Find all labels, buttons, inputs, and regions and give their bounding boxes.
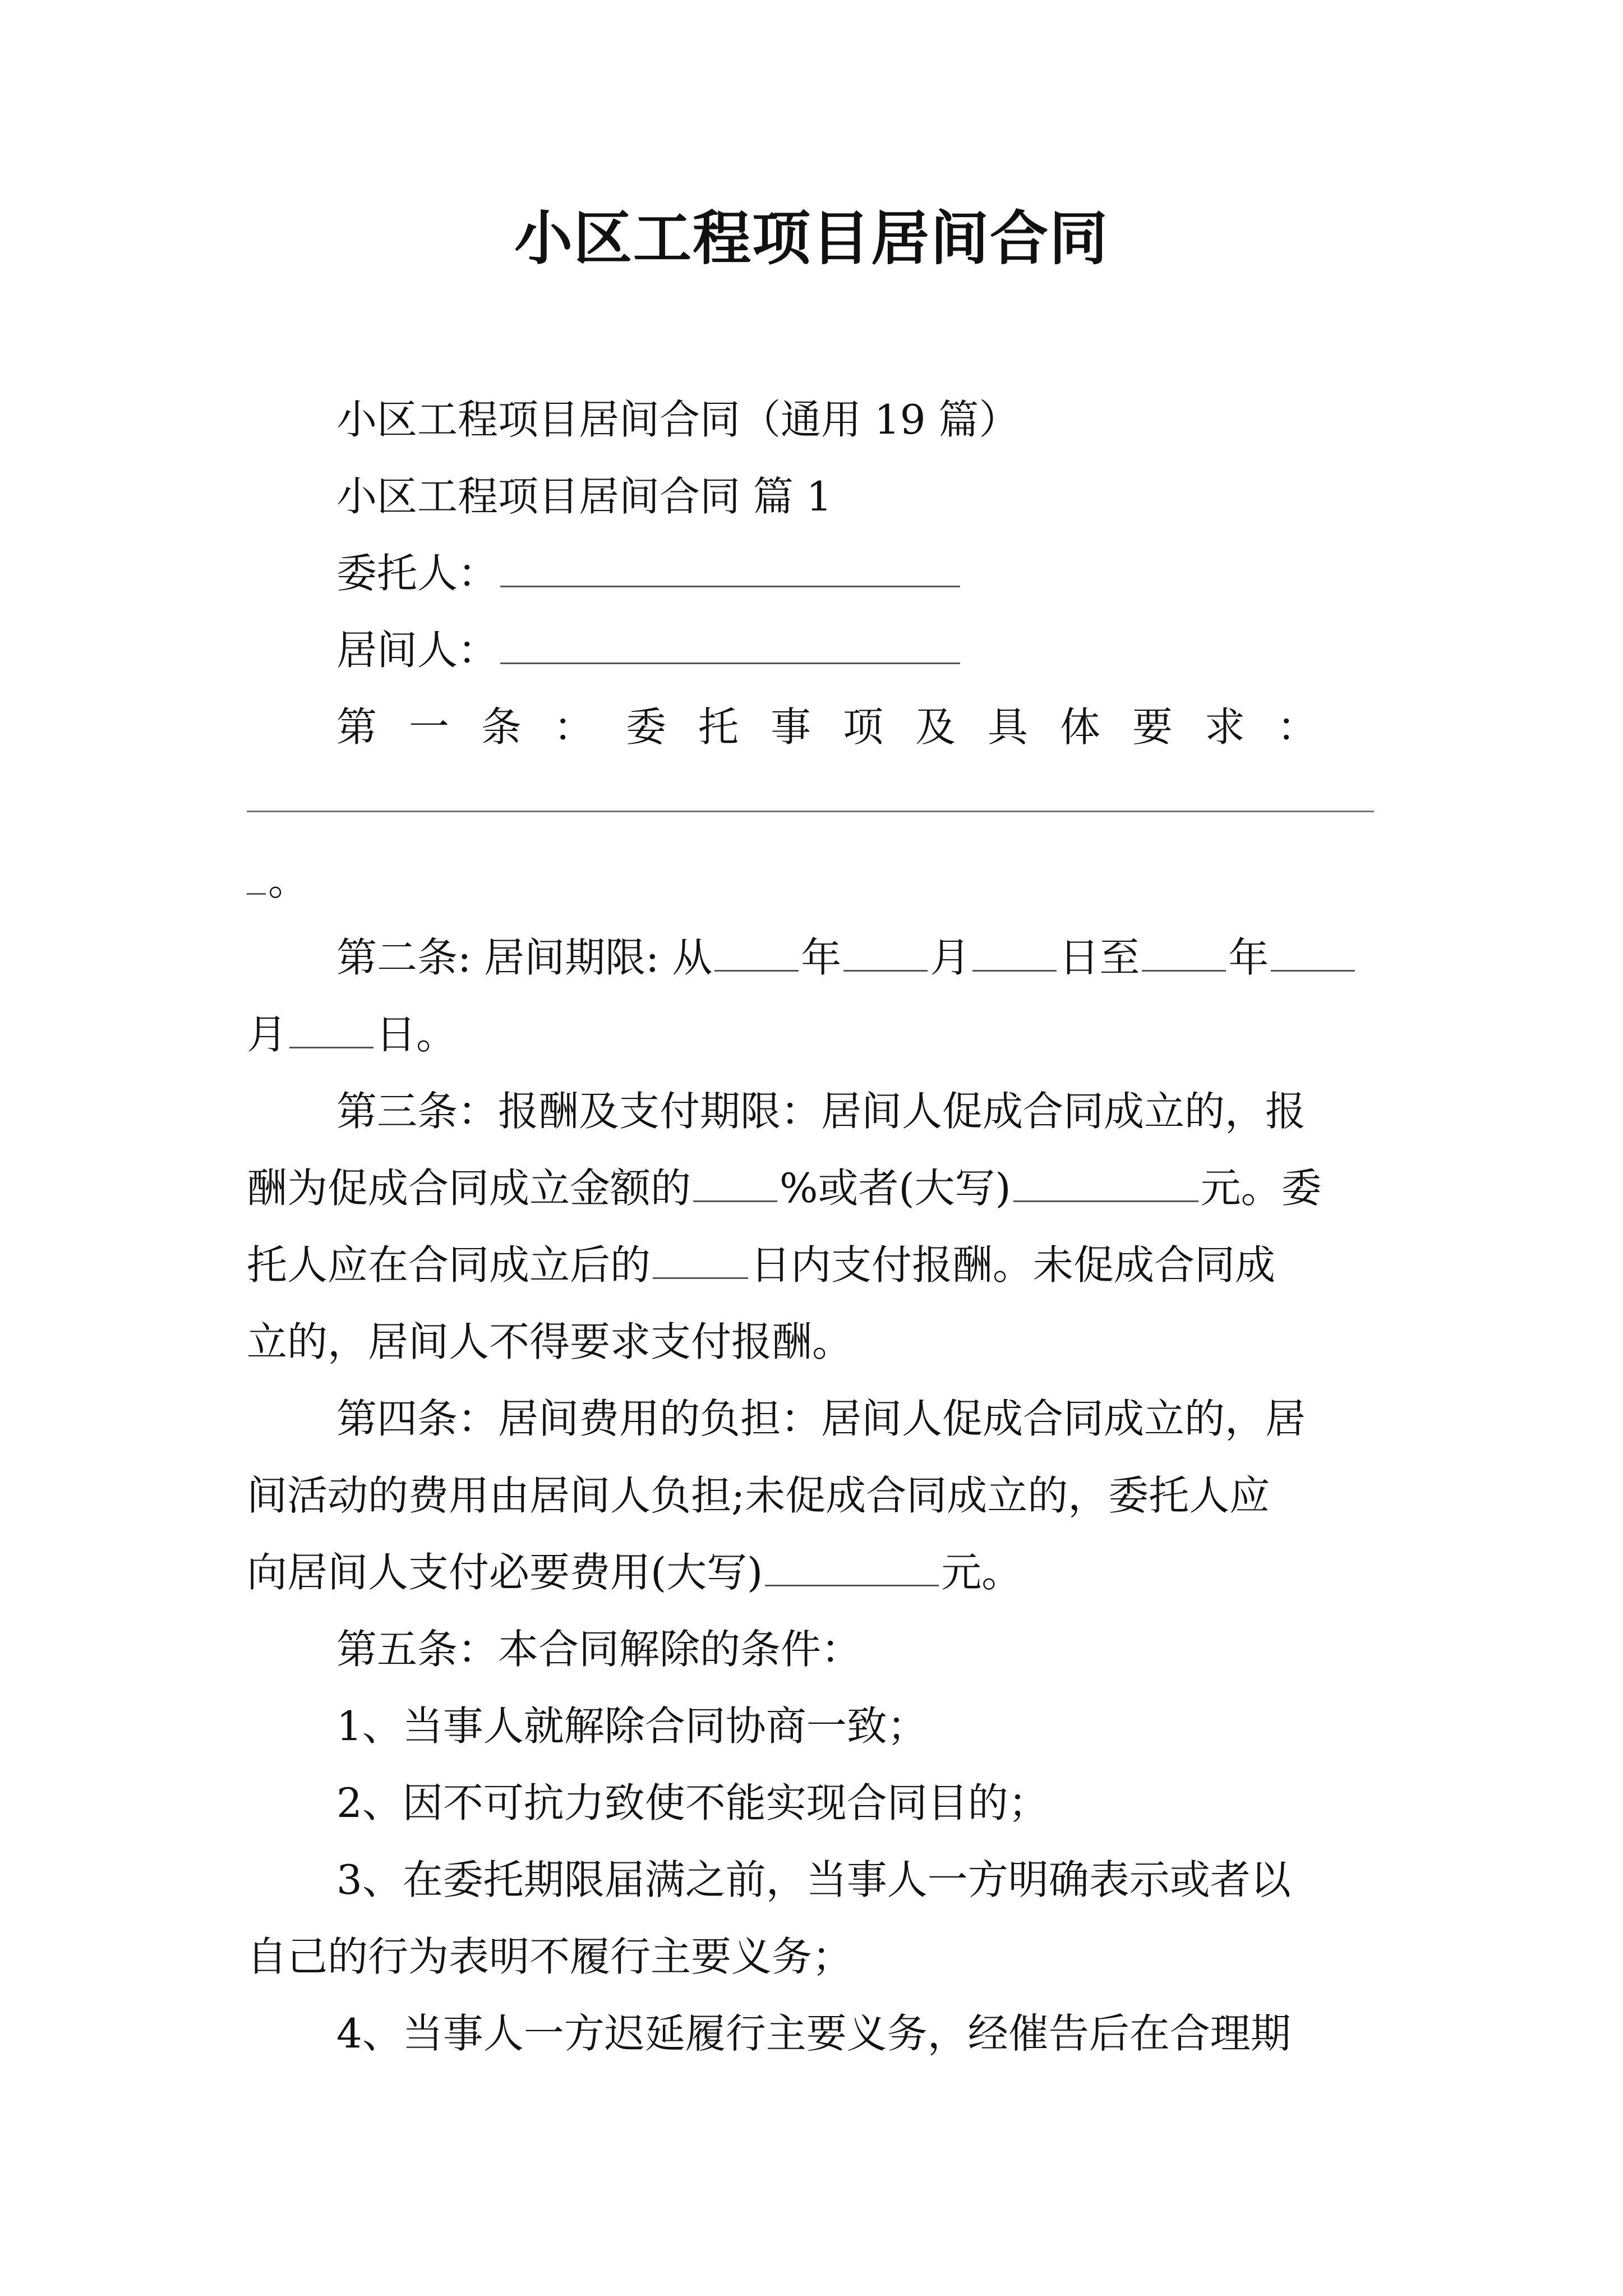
article-5-heading: 第五条：本合同解除的条件：	[336, 1626, 862, 1673]
article-2-from-text: 第二条: 居间期限: 从	[336, 934, 713, 981]
article-1-end	[247, 843, 308, 919]
article-1-end-blank	[247, 861, 266, 895]
section-heading: 小区工程项目居间合同 篇 1	[336, 473, 832, 520]
client-line	[336, 535, 962, 612]
document-subtitle: 小区工程项目居间合同（通用 19 篇）	[336, 396, 1020, 443]
article-4-line-3	[247, 1534, 1022, 1611]
article-2-line-2	[247, 996, 457, 1073]
payment-days-blank	[653, 1245, 748, 1279]
start-month-blank	[843, 937, 928, 972]
month-text: 月	[930, 934, 971, 981]
article-3-line-1: 第三条：报酬及支付期限：居间人促成合同成立的，报	[336, 1088, 1306, 1135]
termination-item-3-line-2: 自己的行为表明不履行主要义务；	[247, 1933, 853, 1980]
client-name-blank	[500, 553, 960, 587]
payment-condition-text: 日内支付报酬。未促成合同成	[750, 1241, 1276, 1289]
termination-item-4-line-1: 4、当事人一方迟延履行主要义务，经催告后在合理期	[336, 2010, 1291, 2057]
end-year-blank	[1142, 937, 1226, 972]
document-title: 小区工程项目居间合同	[514, 204, 1109, 273]
agent-line	[336, 612, 962, 689]
agent-name-blank	[500, 630, 960, 664]
start-year-blank	[714, 937, 799, 972]
termination-item-3-line-1: 3、在委托期限届满之前，当事人一方明确表示或者以	[336, 1856, 1291, 1903]
client-label: 委托人：	[336, 550, 499, 597]
necessary-cost-text: 向居间人支付必要费用(大写)	[247, 1549, 763, 1596]
end-month-text: 月	[247, 1011, 288, 1058]
article-4-line-1: 第四条：居间费用的负担：居间人促成合同成立的，居	[336, 1395, 1306, 1442]
year-text: 年	[801, 934, 842, 981]
article-1-heading: 第一条：委托事项及具体要求：	[336, 703, 1350, 751]
article-3-rate-text: 酬为促成合同成立金额的	[247, 1165, 691, 1212]
necessary-cost-blank	[765, 1552, 939, 1586]
start-day-blank	[972, 937, 1057, 972]
article-4-line-2: 间活动的费用由居间人负担;未促成合同成立的，委托人应	[247, 1472, 1270, 1519]
article-1-details-blank	[247, 811, 1374, 812]
end-year-text: 年	[1228, 934, 1269, 981]
payment-deadline-text: 托人应在合同成立后的	[247, 1241, 651, 1289]
day-to-text: 日至	[1059, 934, 1140, 981]
termination-item-1: 1、当事人就解除合同协商一致；	[336, 1703, 928, 1750]
uppercase-amount-text: %或者(大写)	[780, 1165, 1011, 1212]
commission-rate-blank	[693, 1168, 777, 1202]
article-3-line-2	[247, 1150, 1322, 1227]
article-2-line-1	[336, 919, 1357, 996]
article-3-line-3	[247, 1227, 1275, 1304]
termination-item-2: 2、因不可抗力致使不能实现合同目的；	[336, 1779, 1049, 1826]
end-day-blank	[289, 1014, 374, 1048]
end-month-blank	[1271, 937, 1355, 972]
article-1-period: 。	[268, 857, 309, 904]
article-3-yuan-text: 元。委	[1200, 1165, 1322, 1212]
article-3-line-4: 立的，居间人不得要求支付报酬。	[247, 1318, 853, 1365]
agent-label: 居间人：	[336, 627, 499, 674]
article-4-yuan-text: 元。	[941, 1549, 1022, 1596]
end-day-text: 日。	[376, 1011, 457, 1058]
commission-amount-blank	[1013, 1168, 1198, 1202]
